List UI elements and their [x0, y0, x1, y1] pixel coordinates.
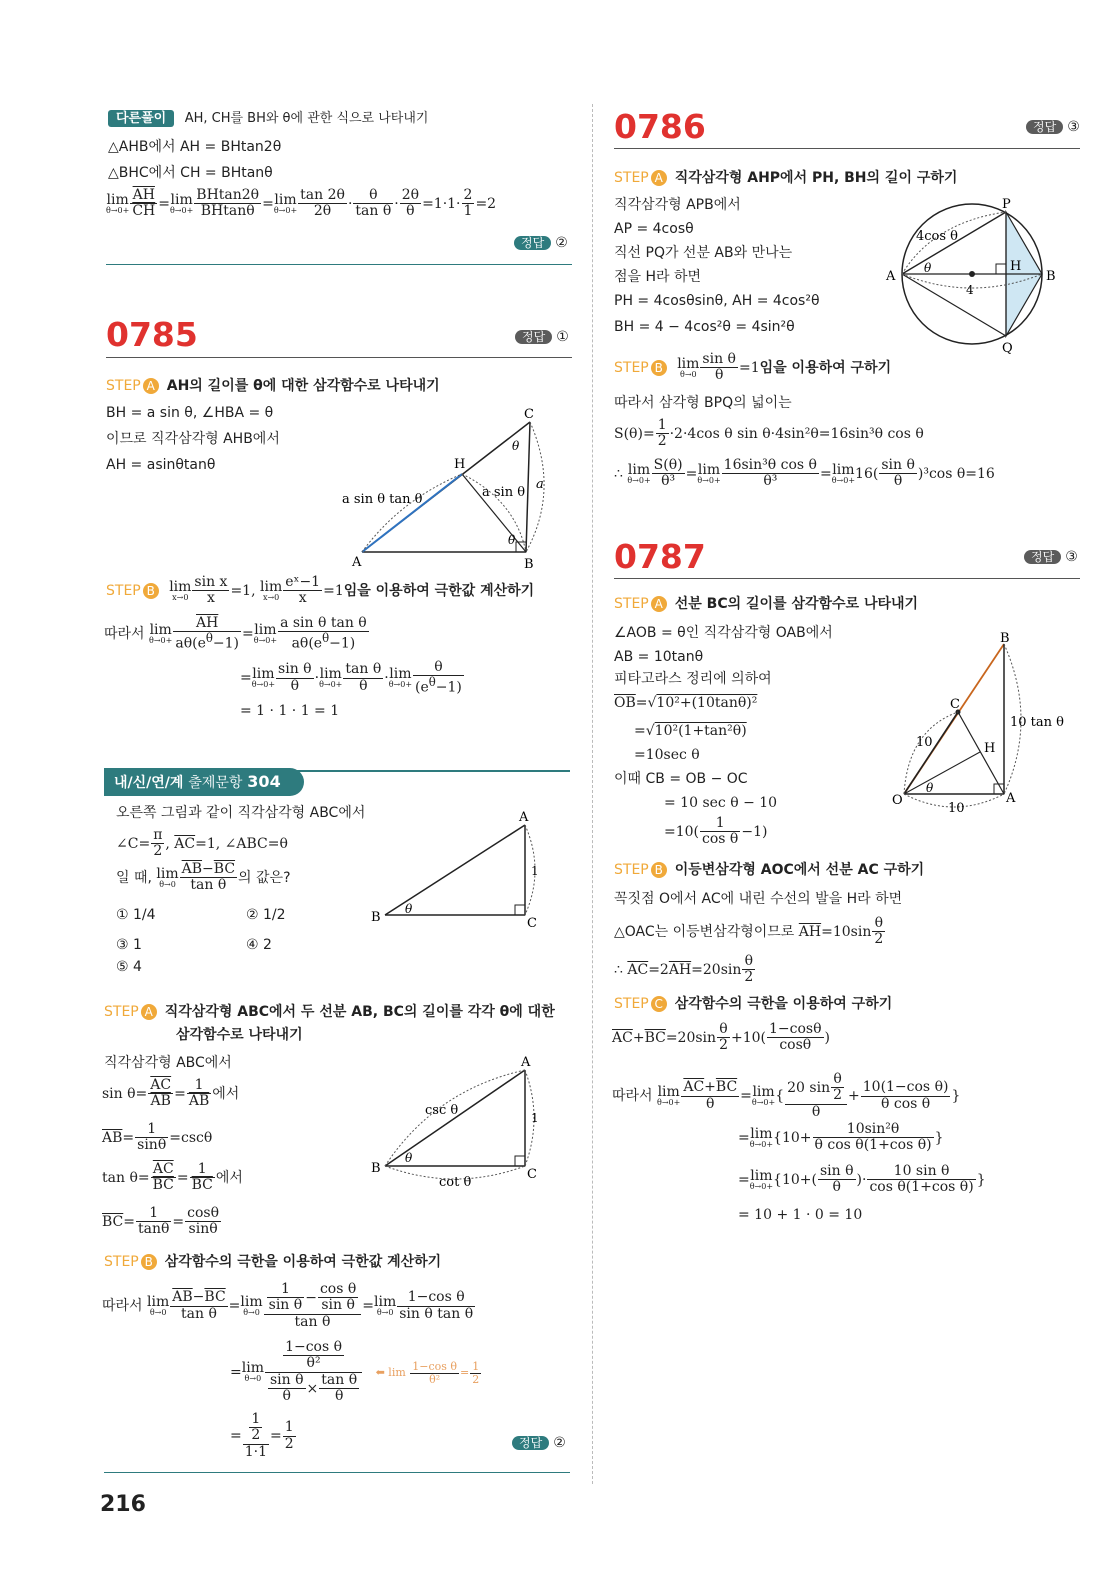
- answer-0785: [515, 330, 569, 344]
- step-a-304: [104, 1004, 555, 1020]
- line: AH = asinθtanθ: [106, 457, 216, 473]
- answer-value: ②: [553, 1435, 566, 1451]
- label-10-oa: 10: [948, 801, 965, 816]
- svg-text:A: A: [886, 269, 896, 284]
- choice-4: ④ 2: [246, 937, 272, 953]
- alt-answer-badge: 정답: [514, 236, 551, 250]
- answer-value: ①: [556, 329, 569, 345]
- eq-ob-1: $\overline{OB}=√10^2+(10\tan\theta)^2$: [614, 695, 758, 711]
- step-label: STEP: [614, 862, 649, 878]
- step-b-304: [104, 1254, 441, 1270]
- alt-answer-value: ②: [555, 235, 568, 251]
- svg-text:Q: Q: [1002, 341, 1013, 356]
- alt-solution-header: [108, 110, 428, 127]
- svg-text:θ: θ: [405, 902, 413, 916]
- label-4: 4: [966, 283, 974, 297]
- divider: [614, 578, 1080, 579]
- label-10tan: 10 tan θ: [1010, 715, 1064, 730]
- line: 이므로 직각삼각형 AHB에서: [106, 431, 280, 447]
- answer-304: [512, 1436, 566, 1450]
- step-label: STEP: [614, 596, 649, 612]
- eq-tan: tan θ= $\frac{\overline{AC}}{BC}$ = $\frac{1}{BC}$ 에서: [102, 1161, 243, 1194]
- question-condition: ∠C= $\frac{\pi}{2}$ , $\overline{AC}=1$, ∠ABC=θ: [116, 827, 288, 860]
- line: AP = 4cosθ: [614, 221, 694, 237]
- equation-0785-1: 따라서 lim θ→0+ $\frac{\overline{AH}}{a\theta(e^\theta-1)}$ =lim θ→0+ $\frac{\text{a sin θ tan θ}}{a\theta(e^\theta-1)}$: [104, 615, 367, 653]
- svg-text:A: A: [521, 1055, 531, 1070]
- label-ah: a sin θ tan θ: [342, 492, 423, 507]
- step-letter: A: [143, 378, 159, 394]
- eq-ob-3: =10sec θ: [634, 747, 700, 763]
- related-title: [114, 774, 281, 790]
- eq-0787-4: = 10 + 1 · 0 = 10: [738, 1207, 863, 1223]
- svg-text:θ: θ: [508, 533, 516, 547]
- divider: [104, 1472, 570, 1473]
- line: AB = 10tanθ: [614, 649, 704, 665]
- step-title: AH의 길이를 θ에 대한 삼각함수로 나타내기: [166, 378, 440, 394]
- svg-text:O: O: [892, 793, 903, 808]
- divider: [106, 357, 572, 358]
- divider: [614, 148, 1080, 149]
- alt-limit-equation: lim θ→0+ $\frac{\overline{AH}}{CH}$ =lim θ→0+ $\frac{BHtan2\theta}{BHtan\theta}$ =lim θ→0+ $\frac{\tan 2\theta}{2\theta}$ · $\frac{\theta}{\text{tan θ}}$ · $\frac{2\theta}{\theta}$ =1·1· $\frac{2}{1}$ =2: [106, 187, 497, 220]
- question-line: 오른쪽 그림과 같이 직각삼각형 ABC에서: [116, 805, 366, 821]
- svg-text:θ: θ: [405, 1151, 413, 1165]
- line: = 10 sec θ − 10: [664, 795, 778, 811]
- eq-0786-area: S(θ)= $\frac{1}{2}$ ·2·4cos θ sin θ·4sin²θ=16sin³θ cos θ: [614, 417, 924, 450]
- svg-text:B: B: [524, 557, 534, 570]
- svg-text:A: A: [519, 810, 529, 825]
- svg-text:θ: θ: [512, 439, 520, 453]
- step-title: 이등변삼각형 AOC에서 선분 AC 구하기: [674, 862, 925, 878]
- svg-text:B: B: [1000, 631, 1010, 646]
- eq-304-1: 따라서 lim θ→0 $\frac{\overline{AB}-\overline{BC}}{\text{tan θ}}$ =lim θ→0 $\frac{1}{\text{sin θ}}$ − $\frac{\text{cos θ}}{\text{sin θ}}$ tan θ =lim θ→0 $\frac{\text{1−cos θ}}{\text{sin θ tan θ}}$: [102, 1281, 474, 1330]
- step-title-cont: 삼각함수로 나타내기: [176, 1027, 303, 1043]
- label-cot: cot θ: [439, 1175, 472, 1190]
- line: 피타고라스 정리에 의하여: [614, 671, 772, 687]
- eq-sin: sin θ= $\frac{\overline{AC}}{AB}$ = $\frac{1}{AB}$ 에서: [102, 1077, 240, 1110]
- step-label: STEP: [106, 582, 141, 599]
- line: 따라서 삼각형 BPQ의 넓이는: [614, 395, 792, 411]
- eq-ab: $\overline{AB}=$ $\frac{1}{\sin\theta}$ =cscθ: [102, 1121, 213, 1154]
- text: 따라서: [102, 1298, 143, 1315]
- step-label: STEP: [106, 378, 141, 394]
- line: 꼭짓점 O에서 AC에 내린 수선의 발을 H라 하면: [614, 891, 903, 907]
- line: BH = 4 − 4cos²θ = 4sin²θ: [614, 319, 795, 335]
- eq-ah: △OAC는 이등변삼각형이므로 $\overline{AH}=10\sin$ $\frac{\theta}{2}$: [614, 915, 884, 948]
- step-title: 삼각함수의 극한을 이용하여 구하기: [674, 996, 893, 1012]
- text: △OAC는 이등변삼각형이므로: [614, 923, 795, 940]
- step-b-0787: [614, 862, 924, 878]
- step-a-0786: [614, 170, 957, 186]
- line: 직각삼각형 ABC에서: [104, 1055, 232, 1071]
- line: ∠AOB = θ인 직각삼각형 OAB에서: [614, 625, 833, 641]
- svg-text:A: A: [1006, 791, 1016, 806]
- step-letter: A: [651, 596, 667, 612]
- svg-text:C: C: [527, 916, 537, 931]
- eq-304-3: = $\frac{\frac{1}{2}}{1\cdot 1}$ = $\frac{1}{2}$: [230, 1411, 294, 1460]
- step-a-0787: [614, 596, 918, 612]
- answer-0786: [1026, 120, 1080, 134]
- svg-text:C: C: [524, 407, 534, 422]
- label-csc: csc θ: [425, 1103, 459, 1118]
- eq-304-2: =lim θ→0 $\frac{\text{1−cos θ}}{\text{θ²}}$ $\frac{\text{sin θ}}{\theta}$ × $\frac{\text{tan θ}}{\theta}$ ⬅ lim $\frac{\text{1−cos θ}}{\text{θ²}}$ = $\frac{1}{2}$: [230, 1339, 480, 1405]
- step-title: 직각삼각형 AHP에서 PH, BH의 길이 구하기: [674, 170, 958, 186]
- svg-text:C: C: [527, 1167, 537, 1182]
- eq-0787-1: 따라서 lim θ→0+ $\frac{\overline{AC}+\overline{BC}}{\theta}$ =lim θ→0+ { 20 sin $\frac{\theta}{2}$ θ + $\frac{\text{10(1−cos θ)}}{\text{θ cos θ}}$ }: [612, 1071, 961, 1120]
- step-b-0785: STEP B lim x→0 $\frac{\text{sin x}}{x}$ =1, lim x→0 $\frac{\text{eˣ−1}}{x}$ =1임을 이용하여 극한값 계산하기: [106, 574, 535, 607]
- label-a: a: [536, 477, 544, 492]
- step-letter: C: [651, 996, 667, 1012]
- svg-text:1: 1: [531, 864, 539, 878]
- step-letter: A: [651, 170, 667, 186]
- svg-text:1: 1: [531, 1111, 539, 1125]
- divider: [106, 264, 572, 265]
- related-rule: [104, 770, 570, 772]
- step-title: 임을 이용하여 극한값 계산하기: [343, 582, 535, 599]
- alt-solution-heading: AH, CH를 BH와 θ에 관한 식으로 나타내기: [184, 111, 429, 126]
- step-b-0786: STEP B lim θ→0 $\frac{\text{sin θ}}{\theta}$ =1임을 이용하여 구하기: [614, 351, 892, 384]
- svg-text:A: A: [352, 555, 362, 570]
- problem-number-0785: 0785: [106, 315, 198, 354]
- text: 따라서: [612, 1088, 653, 1105]
- problem-number-0787: 0787: [614, 537, 706, 576]
- step-title: 직각삼각형 ABC에서 두 선분 AB, BC의 길이를 각각 θ에 대한: [164, 1004, 555, 1020]
- step-a-0785: [106, 378, 440, 394]
- line: PH = 4cosθsinθ, AH = 4cos²θ: [614, 293, 820, 309]
- answer-badge: 정답: [515, 330, 552, 344]
- step-letter: B: [141, 1254, 157, 1270]
- eq-ob-2: =√10²(1+tan²θ): [634, 723, 747, 739]
- line: BH = a sin θ, ∠HBA = θ: [106, 405, 274, 421]
- svg-text:B: B: [1046, 269, 1056, 284]
- choice-5: ⑤ 4: [116, 959, 142, 975]
- equation-0785-3: = 1 · 1 · 1 = 1: [240, 703, 340, 719]
- svg-text:θ: θ: [926, 781, 934, 795]
- eq-0787-3: =lim θ→0+ {10+( $\frac{\text{sin θ}}{\theta}$ )· $\frac{\text{10 sin θ}}{\text{cos θ(1+cos θ)}}$ }: [738, 1163, 986, 1196]
- step-label: STEP: [614, 359, 649, 376]
- line: 이때 CB = OB − OC: [614, 771, 748, 787]
- figure-triangle-304: [365, 805, 555, 935]
- related-title-a: 내/신/연/계: [114, 775, 184, 791]
- alt-line-1: △AHB에서 AH = BHtan2θ: [108, 139, 282, 155]
- svg-text:C: C: [950, 697, 960, 712]
- line: 직선 PQ가 선분 AB와 만나는: [614, 245, 793, 261]
- svg-text:H: H: [984, 741, 996, 756]
- step-c-0787: [614, 996, 892, 1012]
- svg-text:P: P: [1002, 197, 1011, 212]
- answer-0787: [1024, 550, 1078, 564]
- step-label: STEP: [104, 1004, 139, 1020]
- svg-text:θ: θ: [924, 261, 932, 275]
- svg-text:B: B: [371, 1161, 381, 1176]
- step-letter: B: [143, 583, 159, 599]
- text: 따라서: [104, 626, 145, 643]
- step-label: STEP: [104, 1254, 139, 1270]
- step-letter: B: [651, 862, 667, 878]
- figure-circle-0786: [884, 192, 1064, 362]
- question-limit: 일 때, lim θ→0 $\frac{\overline{AB}-\overline{BC}}{\text{tan θ}}$ 의 값은?: [116, 861, 291, 894]
- choice-2: ② 1/2: [246, 907, 286, 923]
- line: 직각삼각형 APB에서: [614, 197, 741, 213]
- label-ap: 4cos θ: [916, 229, 959, 244]
- figure-triangle-0785: [340, 400, 560, 570]
- choice-3: ③ 1: [116, 937, 142, 953]
- answer-badge: 정답: [1026, 120, 1063, 134]
- step-label: STEP: [614, 170, 649, 186]
- alt-solution-badge: 다른풀이: [108, 110, 174, 127]
- svg-text:B: B: [371, 910, 381, 925]
- problem-number-0786: 0786: [614, 107, 706, 146]
- step-letter: B: [651, 360, 667, 376]
- eq-cb-3: =10( $\frac{1}{\text{cos θ}}$ −1): [664, 815, 768, 848]
- label-bh: a sin θ: [482, 485, 526, 500]
- answer-value: ③: [1067, 119, 1080, 135]
- column-divider: [592, 104, 593, 1484]
- eq-sum: $\overline{AC}+\overline{BC}=20\sin$ $\frac{\theta}{2}$ +10( $\frac{1-\cos\theta}{\cos\theta}$ ): [612, 1021, 830, 1054]
- svg-text:H: H: [454, 457, 466, 472]
- page-number: 216: [100, 1492, 146, 1517]
- answer-value: ③: [1065, 549, 1078, 565]
- eq-0787-2: =lim θ→0+ {10+ $\frac{\text{10sin²θ}}{\text{θ cos θ(1+cos θ)}}$ }: [738, 1121, 944, 1154]
- label-10-oc: 10: [916, 735, 933, 750]
- step-letter: A: [141, 1004, 157, 1020]
- eq-bc: $\overline{BC}=$ $\frac{1}{\tan\theta}$ = $\frac{\cos\theta}{\sin\theta}$: [102, 1205, 220, 1238]
- alt-answer: [514, 236, 568, 250]
- equation-0785-2: =lim θ→0+ $\frac{\text{sin θ}}{\theta}$ ·lim θ→0+ $\frac{\text{tan θ}}{\theta}$ ·lim θ→0+ $\frac{\theta}{(e^\theta-1)}$: [240, 659, 462, 697]
- figure-triangle-0787: [888, 630, 1068, 820]
- step-title: 임을 이용하여 구하기: [759, 359, 892, 376]
- step-title: 삼각함수의 극한을 이용하여 극한값 계산하기: [164, 1254, 442, 1270]
- figure-triangle-304-b: [365, 1050, 555, 1190]
- related-title-b: 출제문항: [188, 775, 243, 791]
- alt-line-2: △BHC에서 CH = BHtanθ: [108, 165, 273, 181]
- eq-0786-limit: ∴ lim θ→0+ $\frac{S(\theta)}{\text{θ³}}$ =lim θ→0+ $\frac{\text{16sin³θ cos θ}}{\text{θ³}}$ =lim θ→0+ 16( $\frac{\text{sin θ}}{\theta}$ )³cos θ=16: [614, 457, 995, 490]
- choice-1: ① 1/4: [116, 907, 156, 923]
- text: 일 때,: [116, 869, 152, 886]
- related-title-num: 304: [247, 772, 281, 791]
- line: 점을 H라 하면: [614, 269, 702, 285]
- svg-text:H: H: [1010, 259, 1022, 274]
- step-title: 선분 BC의 길이를 삼각함수로 나타내기: [674, 596, 919, 612]
- eq-ac: ∴ $\overline{AC}=2\overline{AH}=20\sin$ $\frac{\theta}{2}$: [614, 953, 754, 986]
- answer-badge: 정답: [512, 1436, 549, 1450]
- step-label: STEP: [614, 996, 649, 1012]
- text: 의 값은?: [238, 869, 291, 886]
- answer-badge: 정답: [1024, 550, 1061, 564]
